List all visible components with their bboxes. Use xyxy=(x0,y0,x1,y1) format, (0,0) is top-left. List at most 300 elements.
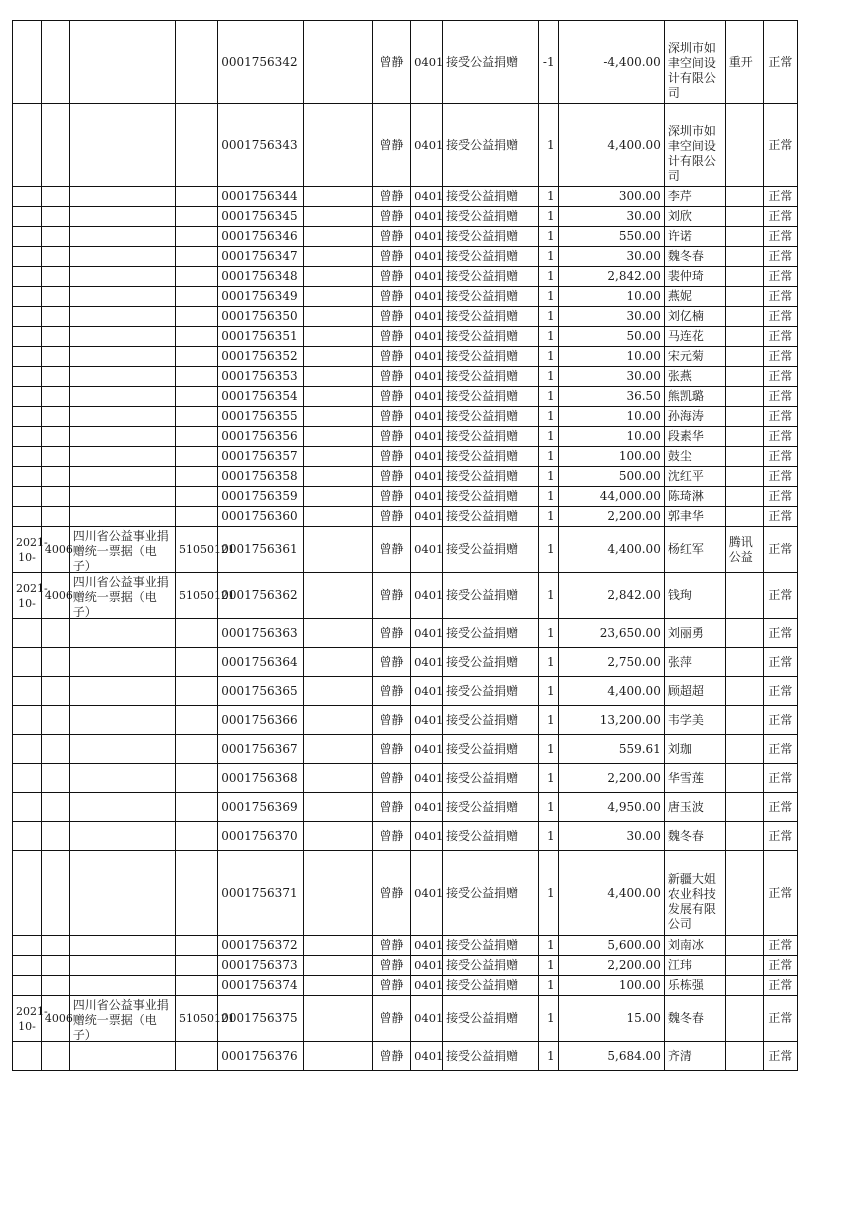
description-cell xyxy=(443,735,539,764)
payer-cell xyxy=(664,619,725,648)
batch-cell xyxy=(175,996,235,1042)
date-cell xyxy=(13,735,42,764)
bill-type-cell xyxy=(69,793,175,822)
table-row xyxy=(13,104,798,187)
payer-cell xyxy=(664,267,725,287)
description-cell-text: 接受公益捐赠 xyxy=(446,369,519,383)
item-code-cell xyxy=(411,327,443,347)
description-cell-text: 接受公益捐赠 xyxy=(446,209,519,223)
operator-cell xyxy=(372,267,410,287)
payer-cell-text: 孙海涛 xyxy=(667,409,704,423)
quantity-cell-text: 1 xyxy=(546,828,555,843)
item-code-cell xyxy=(411,227,443,247)
bill-number-cell-text: 0001756369 xyxy=(221,799,298,814)
status-cell-text: 正常 xyxy=(768,289,793,303)
item-code-cell xyxy=(411,207,443,227)
amount-cell xyxy=(558,764,664,793)
description-cell xyxy=(443,936,539,956)
description-cell-text: 接受公益捐赠 xyxy=(446,885,519,900)
code-cell xyxy=(41,347,69,367)
blank-cell xyxy=(303,851,372,936)
amount-cell-text: 2,200.00 xyxy=(607,958,661,972)
payer-cell xyxy=(664,227,725,247)
amount-cell-text: 10.00 xyxy=(626,349,661,363)
amount-cell-text: 4,400.00 xyxy=(607,137,661,152)
date-cell xyxy=(13,648,42,677)
batch-cell xyxy=(175,1042,217,1071)
payer-cell xyxy=(664,427,725,447)
batch-cell xyxy=(175,936,217,956)
quantity-cell xyxy=(539,573,559,619)
bill-type-cell xyxy=(69,706,175,735)
amount-cell-text: 30.00 xyxy=(626,369,661,383)
item-code-cell xyxy=(411,467,443,487)
description-cell xyxy=(443,573,539,619)
bill-type-cell xyxy=(69,267,175,287)
operator-cell xyxy=(372,247,410,267)
payer-cell-text: 熊凯璐 xyxy=(667,389,704,403)
operator-cell xyxy=(372,347,410,367)
bill-number-cell-text: 0001756345 xyxy=(221,209,298,223)
description-cell-text: 接受公益捐赠 xyxy=(446,329,519,343)
item-code-cell-text: 0401 xyxy=(414,938,444,952)
description-cell-text: 接受公益捐赠 xyxy=(446,54,519,69)
quantity-cell xyxy=(539,367,559,387)
amount-cell-text: 23,650.00 xyxy=(599,625,661,640)
amount-cell xyxy=(558,427,664,447)
bill-number-cell xyxy=(218,735,304,764)
payer-cell xyxy=(664,327,725,347)
description-cell-text: 接受公益捐赠 xyxy=(446,938,519,952)
bill-number-cell-text: 0001756362 xyxy=(221,588,298,602)
amount-cell xyxy=(558,467,664,487)
bill-type-cell xyxy=(69,976,175,996)
blank-cell xyxy=(303,487,372,507)
item-code-cell-text: 0401 xyxy=(414,249,444,263)
quantity-cell xyxy=(539,487,559,507)
bill-type-cell-text: 四川省公益事业捐赠统一票据（电子） xyxy=(72,997,169,1042)
bill-type-cell-text: 四川省公益事业捐赠统一票据（电子） xyxy=(72,528,169,573)
payer-cell-text: 刘珈 xyxy=(667,741,692,756)
note-cell xyxy=(725,706,763,735)
item-code-cell-text: 0401 xyxy=(414,509,444,523)
blank-cell xyxy=(303,447,372,467)
status-cell xyxy=(763,1042,797,1071)
amount-cell xyxy=(558,996,664,1042)
table-row xyxy=(13,307,798,327)
description-cell-text: 接受公益捐赠 xyxy=(446,309,519,323)
payer-cell-text: 郭聿华 xyxy=(667,509,704,523)
payer-cell xyxy=(664,407,725,427)
description-cell xyxy=(443,764,539,793)
bill-number-cell xyxy=(218,507,304,527)
status-cell-text: 正常 xyxy=(768,369,793,383)
item-code-cell xyxy=(411,1042,443,1071)
operator-cell-text: 曾静 xyxy=(379,1048,404,1063)
status-cell-text: 正常 xyxy=(768,542,793,556)
payer-cell xyxy=(664,648,725,677)
quantity-cell xyxy=(539,267,559,287)
payer-cell xyxy=(664,367,725,387)
date-cell xyxy=(13,573,48,619)
operator-cell xyxy=(372,327,410,347)
date-cell xyxy=(13,327,42,347)
amount-cell xyxy=(558,619,664,648)
blank-cell xyxy=(303,21,372,104)
blank-cell xyxy=(303,207,372,227)
batch-cell xyxy=(175,447,217,467)
payer-cell-text: 深圳市如聿空间设计有限公司 xyxy=(667,41,716,100)
code-cell xyxy=(41,1042,69,1071)
status-cell xyxy=(763,764,797,793)
payer-cell xyxy=(664,764,725,793)
blank-cell xyxy=(303,956,372,976)
status-cell-text: 正常 xyxy=(768,449,793,463)
description-cell-text: 接受公益捐赠 xyxy=(446,189,519,203)
code-cell xyxy=(41,996,73,1042)
table-row xyxy=(13,527,798,573)
payer-cell-text: 杨红军 xyxy=(667,542,704,556)
amount-cell-text: 550.00 xyxy=(618,229,661,243)
amount-cell xyxy=(558,327,664,347)
item-code-cell-text: 0401 xyxy=(414,741,444,756)
payer-cell-text: 韦学美 xyxy=(667,712,704,727)
item-code-cell xyxy=(411,427,443,447)
status-cell-text: 正常 xyxy=(768,741,793,756)
amount-cell-text: 5,600.00 xyxy=(607,938,661,952)
amount-cell-text: 30.00 xyxy=(626,309,661,323)
item-code-cell xyxy=(411,347,443,367)
payer-cell xyxy=(664,956,725,976)
bill-number-cell xyxy=(218,822,304,851)
payer-cell xyxy=(664,1042,725,1071)
batch-cell xyxy=(175,467,217,487)
bill-type-cell xyxy=(69,367,175,387)
description-cell xyxy=(443,619,539,648)
description-cell xyxy=(443,427,539,447)
note-cell xyxy=(725,347,763,367)
bill-type-cell xyxy=(69,527,175,573)
table-row xyxy=(13,327,798,347)
note-cell xyxy=(725,267,763,287)
code-cell xyxy=(41,619,69,648)
table-row xyxy=(13,996,798,1042)
status-cell-text: 正常 xyxy=(768,828,793,843)
blank-cell xyxy=(303,764,372,793)
bill-type-cell xyxy=(69,996,175,1042)
bill-number-cell xyxy=(218,207,304,227)
payer-cell-text: 刘欣 xyxy=(667,209,692,223)
operator-cell xyxy=(372,507,410,527)
bill-type-cell xyxy=(69,307,175,327)
amount-cell xyxy=(558,247,664,267)
bill-number-cell-text: 0001756361 xyxy=(221,542,298,556)
status-cell xyxy=(763,187,797,207)
batch-cell xyxy=(175,573,235,619)
amount-cell xyxy=(558,573,664,619)
description-cell-text: 接受公益捐赠 xyxy=(446,712,519,727)
note-cell xyxy=(725,247,763,267)
amount-cell xyxy=(558,187,664,207)
date-cell xyxy=(13,287,42,307)
date-cell xyxy=(13,207,42,227)
note-cell xyxy=(725,21,763,104)
blank-cell xyxy=(303,287,372,307)
date-cell xyxy=(13,996,48,1042)
blank-cell xyxy=(303,427,372,447)
item-code-cell-text: 0401 xyxy=(414,449,444,463)
item-code-cell xyxy=(411,487,443,507)
bill-number-cell-text: 0001756357 xyxy=(221,449,298,463)
quantity-cell xyxy=(539,387,559,407)
date-cell xyxy=(13,447,42,467)
quantity-cell-text: -1 xyxy=(542,54,555,69)
item-code-cell-text: 0401 xyxy=(414,958,444,972)
table-row xyxy=(13,247,798,267)
blank-cell xyxy=(303,327,372,347)
bill-number-cell-text: 0001756346 xyxy=(221,229,298,243)
payer-cell xyxy=(664,387,725,407)
payer-cell-text: 陈琦淋 xyxy=(667,489,704,503)
code-cell xyxy=(41,487,69,507)
operator-cell-text: 曾静 xyxy=(379,770,404,785)
status-cell-text: 正常 xyxy=(768,654,793,669)
amount-cell-text: 50.00 xyxy=(626,329,661,343)
operator-cell-text: 曾静 xyxy=(379,349,404,363)
description-cell-text: 接受公益捐赠 xyxy=(446,1011,519,1025)
blank-cell xyxy=(303,247,372,267)
bill-number-cell-text: 0001756349 xyxy=(221,289,298,303)
batch-cell xyxy=(175,677,217,706)
payer-cell-text: 李芹 xyxy=(667,189,692,203)
status-cell xyxy=(763,247,797,267)
note-cell xyxy=(725,487,763,507)
quantity-cell-text: 1 xyxy=(546,349,555,363)
operator-cell xyxy=(372,793,410,822)
note-cell-text: 腾讯公益 xyxy=(728,534,753,564)
note-cell xyxy=(725,573,763,619)
status-cell-text: 正常 xyxy=(768,469,793,483)
payer-cell-text: 张燕 xyxy=(667,369,692,383)
amount-cell xyxy=(558,21,664,104)
amount-cell-text: 15.00 xyxy=(626,1011,661,1025)
table-row xyxy=(13,347,798,367)
bill-number-cell-text: 0001756356 xyxy=(221,429,298,443)
item-code-cell-text: 0401 xyxy=(414,588,444,602)
blank-cell xyxy=(303,104,372,187)
batch-cell xyxy=(175,427,217,447)
quantity-cell xyxy=(539,21,559,104)
blank-cell xyxy=(303,307,372,327)
quantity-cell-text: 1 xyxy=(546,429,555,443)
bill-number-cell xyxy=(218,764,304,793)
status-cell-text: 正常 xyxy=(768,309,793,323)
quantity-cell xyxy=(539,447,559,467)
table-row xyxy=(13,387,798,407)
date-cell xyxy=(13,527,48,573)
item-code-cell-text: 0401 xyxy=(414,229,444,243)
operator-cell-text: 曾静 xyxy=(379,799,404,814)
blank-cell xyxy=(303,367,372,387)
date-cell xyxy=(13,267,42,287)
payer-cell-text: 刘丽勇 xyxy=(667,625,704,640)
amount-cell xyxy=(558,287,664,307)
batch-cell xyxy=(175,327,217,347)
bill-number-cell xyxy=(218,327,304,347)
date-cell xyxy=(13,764,42,793)
bill-number-cell-text: 0001756372 xyxy=(221,938,298,952)
blank-cell xyxy=(303,735,372,764)
note-cell xyxy=(725,619,763,648)
blank-cell xyxy=(303,573,372,619)
date-cell xyxy=(13,104,42,187)
note-cell xyxy=(725,822,763,851)
payer-cell-text: 新疆大姐农业科技发展有限公司 xyxy=(667,872,716,931)
note-cell xyxy=(725,851,763,936)
bill-number-cell-text: 0001756367 xyxy=(221,741,298,756)
item-code-cell xyxy=(411,104,443,187)
bill-type-cell xyxy=(69,227,175,247)
operator-cell xyxy=(372,307,410,327)
bill-number-cell xyxy=(218,387,304,407)
description-cell xyxy=(443,467,539,487)
quantity-cell xyxy=(539,976,559,996)
blank-cell xyxy=(303,347,372,367)
bill-number-cell-text: 0001756364 xyxy=(221,654,298,669)
code-cell xyxy=(41,851,69,936)
quantity-cell-text: 1 xyxy=(546,289,555,303)
status-cell-text: 正常 xyxy=(768,958,793,972)
quantity-cell xyxy=(539,735,559,764)
operator-cell-text: 曾静 xyxy=(379,958,404,972)
amount-cell xyxy=(558,104,664,187)
note-cell xyxy=(725,327,763,347)
status-cell-text: 正常 xyxy=(768,209,793,223)
quantity-cell-text: 1 xyxy=(546,329,555,343)
note-cell xyxy=(725,227,763,247)
table-row xyxy=(13,187,798,207)
item-code-cell-text: 0401 xyxy=(414,409,444,423)
code-cell xyxy=(41,21,69,104)
bill-type-cell xyxy=(69,648,175,677)
item-code-cell xyxy=(411,573,443,619)
payer-cell xyxy=(664,677,725,706)
item-code-cell-text: 0401 xyxy=(414,542,444,556)
amount-cell xyxy=(558,507,664,527)
note-cell xyxy=(725,387,763,407)
bill-number-cell-text: 0001756358 xyxy=(221,469,298,483)
description-cell xyxy=(443,996,539,1042)
quantity-cell-text: 1 xyxy=(546,249,555,263)
item-code-cell xyxy=(411,407,443,427)
item-code-cell-text: 0401 xyxy=(414,209,444,223)
item-code-cell-text: 0401 xyxy=(414,625,444,640)
amount-cell xyxy=(558,793,664,822)
item-code-cell-text: 0401 xyxy=(414,329,444,343)
status-cell xyxy=(763,822,797,851)
table-row xyxy=(13,822,798,851)
quantity-cell xyxy=(539,677,559,706)
item-code-cell-text: 0401 xyxy=(414,978,444,992)
status-cell xyxy=(763,793,797,822)
payer-cell-text: 裴仲琦 xyxy=(667,269,704,283)
bill-number-cell xyxy=(218,407,304,427)
amount-cell xyxy=(558,648,664,677)
code-cell xyxy=(41,706,69,735)
description-cell xyxy=(443,21,539,104)
amount-cell xyxy=(558,407,664,427)
note-cell xyxy=(725,735,763,764)
code-cell xyxy=(41,507,69,527)
quantity-cell xyxy=(539,467,559,487)
amount-cell-text: 36.50 xyxy=(626,389,661,403)
amount-cell-text: 5,684.00 xyxy=(607,1048,661,1063)
date-cell xyxy=(13,467,42,487)
description-cell-text: 接受公益捐赠 xyxy=(446,770,519,785)
payer-cell-text: 钱珣 xyxy=(667,588,692,602)
description-cell xyxy=(443,507,539,527)
batch-cell xyxy=(175,487,217,507)
bill-number-cell xyxy=(218,467,304,487)
quantity-cell xyxy=(539,104,559,187)
operator-cell-text: 曾静 xyxy=(379,712,404,727)
status-cell xyxy=(763,227,797,247)
amount-cell xyxy=(558,1042,664,1071)
amount-cell-text: 500.00 xyxy=(618,469,661,483)
payer-cell-text: 深圳市如聿空间设计有限公司 xyxy=(667,124,716,183)
quantity-cell-text: 1 xyxy=(546,683,555,698)
table-row xyxy=(13,267,798,287)
operator-cell-text: 曾静 xyxy=(379,429,404,443)
operator-cell xyxy=(372,467,410,487)
note-cell xyxy=(725,447,763,467)
quantity-cell xyxy=(539,851,559,936)
operator-cell-text: 曾静 xyxy=(379,249,404,263)
payer-cell-text: 燕妮 xyxy=(667,289,692,303)
bill-number-cell xyxy=(218,247,304,267)
payer-cell-text: 宋元菊 xyxy=(667,349,704,363)
payer-cell xyxy=(664,287,725,307)
batch-cell xyxy=(175,527,235,573)
status-cell xyxy=(763,487,797,507)
amount-cell xyxy=(558,207,664,227)
code-cell-text: 4006 xyxy=(44,1012,73,1025)
operator-cell xyxy=(372,21,410,104)
payer-cell xyxy=(664,21,725,104)
batch-cell xyxy=(175,407,217,427)
item-code-cell-text: 0401 xyxy=(414,683,444,698)
amount-cell xyxy=(558,735,664,764)
operator-cell xyxy=(372,996,410,1042)
blank-cell xyxy=(303,936,372,956)
operator-cell-text: 曾静 xyxy=(379,509,404,523)
description-cell xyxy=(443,793,539,822)
table-row xyxy=(13,764,798,793)
note-cell xyxy=(725,976,763,996)
amount-cell-text: 10.00 xyxy=(626,289,661,303)
payer-cell-text: 许诺 xyxy=(667,229,692,243)
description-cell-text: 接受公益捐赠 xyxy=(446,289,519,303)
date-cell xyxy=(13,706,42,735)
payer-cell-text: 魏冬春 xyxy=(667,249,704,263)
operator-cell xyxy=(372,104,410,187)
item-code-cell xyxy=(411,247,443,267)
quantity-cell xyxy=(539,347,559,367)
quantity-cell-text: 1 xyxy=(546,389,555,403)
quantity-cell xyxy=(539,207,559,227)
amount-cell-text: 2,842.00 xyxy=(607,269,661,283)
code-cell xyxy=(41,327,69,347)
